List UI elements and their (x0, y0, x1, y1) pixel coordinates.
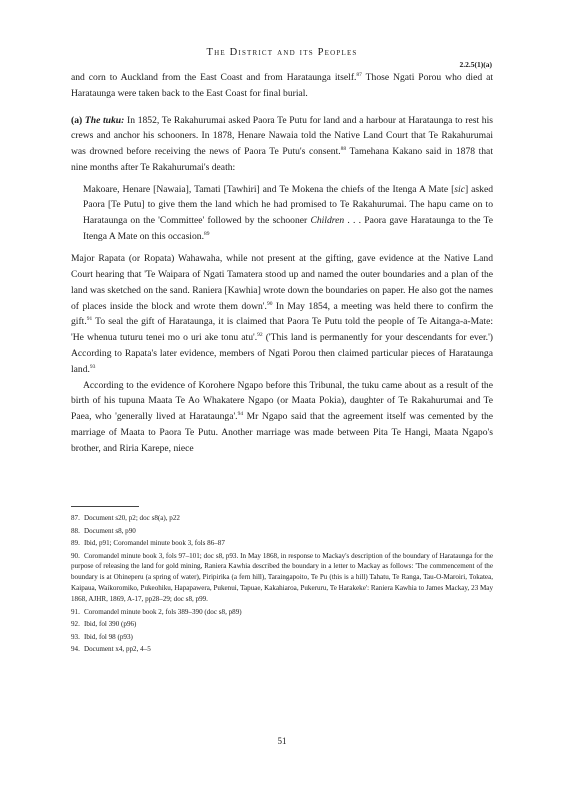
footnote: 88. Document s8, p90 (71, 526, 136, 535)
footnote-ref-87[interactable]: 87 (356, 72, 362, 78)
paragraph-tuku: (a) The tuku: In 1852, Te Rakahurumai asked Paora Te Putu for land and a harbour at Harataunga to rest his crews and anchor his schooners. In 1878, Henare Nawaia told the Native Land Court that Te Rakahurumai was drowned before receiving the news of Paora Te Putu's consent.$^{88}$ Tamehana Kakano said in 1878 that nine months after Te Rakahurumai's death: (71, 114, 493, 173)
paragraph-1: and corn to Auckland from the East Coast and from Harataunga itself.$^{87}$ Those Ngati Porou who died at Harataunga were taken back to the East Coast for final burial. (71, 72, 493, 99)
page-number: 51 (277, 736, 287, 746)
body-text (71, 70, 493, 457)
footnote: 91. Coromandel minute book 2, fols 389–390 (doc s8, p89) (71, 607, 242, 616)
footnote-ref-88[interactable]: 88 (340, 146, 347, 153)
section-heading: The tuku: (84, 114, 125, 126)
footnote: 89. Ibid, p91; Coromandel minute book 3, fols 86–87 (71, 539, 225, 547)
footnote-separator (71, 506, 139, 507)
footnote: 94. Document x4, pp2, 4–5 (71, 645, 151, 654)
footnote-ref-94[interactable]: 94 (237, 411, 244, 418)
paragraph-4: According to the evidence of Korohere Ngapo before this Tribunal, the tuku came about as a result of the birth of his tupuna Maata Te Ao Whakatere Ngapo (or Maata Pokia), daughter of Te Rakahurumai and Te Paea, who 'generally lived at Harataunga'.$^{94}$ Mr Ngapo said that the agreement itself was cemented by the marriage of Maata to Paora Te Putu. Another marriage was made between Pita Te Hangi, Maata Ngapo's brother, and Riria Karepe, niece (71, 379, 493, 454)
footnote-ref-89[interactable]: 89 (203, 230, 210, 237)
block-quote: Makoare, Henare [Nawaia], Tamati [Tawhiri] and Te Mokena the chiefs of the Itenga A Mate [sic] asked Paora [Te Putu] to give them the land which he had promised to Te Rakahurumai. The hapu came on to Harataunga on the 'Committee' followed by the schooner Children . . . Paora gave Harataunga to the Te Itenga A Mate on this occasion.$^{89}$ (83, 183, 494, 242)
paragraph-3: Major Rapata (or Ropata) Wahawaha, while not present at the gifting, gave evidence at the Native Land Court hearing that 'Te Waipara of Ngati Tamatera stood up and named the outer boundaries and a plan of the land was sketched on the sand. Raniera [Kawhia] wrote down the boundaries on paper. He also got the names of places inside the block and wrote them down'.$^{90}$ In May 1854, a meeting was held there to confirm the gift.$^{91}$ To seal the gift of Harataunga, it is claimed that Paora Te Putu told the people of Te Aitanga-a-Mate: 'He whenua tuturu tenei mo o uri ake tonu atu'.$^{92}$ ('This land is permanently for your descendants for ever.') According to Rapata's later evidence, members of Ngati Porou then claimed particular pieces of Harataunga land.$^{93}$ (71, 253, 493, 375)
footnote: 93. Ibid, fol 98 (p93) (71, 632, 133, 641)
footnote-ref-90[interactable]: 90 (266, 300, 273, 307)
footnote-ref-93[interactable]: 93 (89, 363, 96, 370)
section-reference: 2.2.5(1)(a) (459, 60, 492, 69)
footnote: 92. Ibid, fol 390 (p96) (71, 620, 137, 629)
footnote: 87. Document s20, p2; doc s8(a), p22 (71, 514, 180, 522)
footnote: 90. Coromandel minute book 3, fols 97–101; doc s8, p93. In May 1868, in response to Mackay's description of the boundary of Harataunga for the purpose of releasing the land for gold mining, Raniera Kawhia described the boundary in a letter to Mackay as follows: 'The commencement of the boundary is at Ohineperu (a spring of water), Piripirika (a fern hill), Taraingapoito, Te Pu (this is a hill) Tahatu, Te Ranga, Tau-O-Maroiri, Tokatea, Kaipaua, Waikoromiko, Pukeohiku, Hapapawera, Pukenui, Tapuae, Kakahiaroa, Pukeruru, Te Harakeke': Raniera Kawhia to James Mackay, 23 May 1868, AJHR, 1869, A-17, pp28–29; doc s8, p99. (71, 551, 493, 604)
ship-name: Children (310, 214, 345, 226)
footnotes (71, 513, 493, 657)
footnote-ref-92[interactable]: 92 (257, 332, 263, 339)
footnote-ref-91[interactable]: 91 (86, 316, 93, 323)
section-label: (a) The tuku: (71, 114, 125, 126)
running-head: The District and its Peoples (206, 47, 358, 58)
